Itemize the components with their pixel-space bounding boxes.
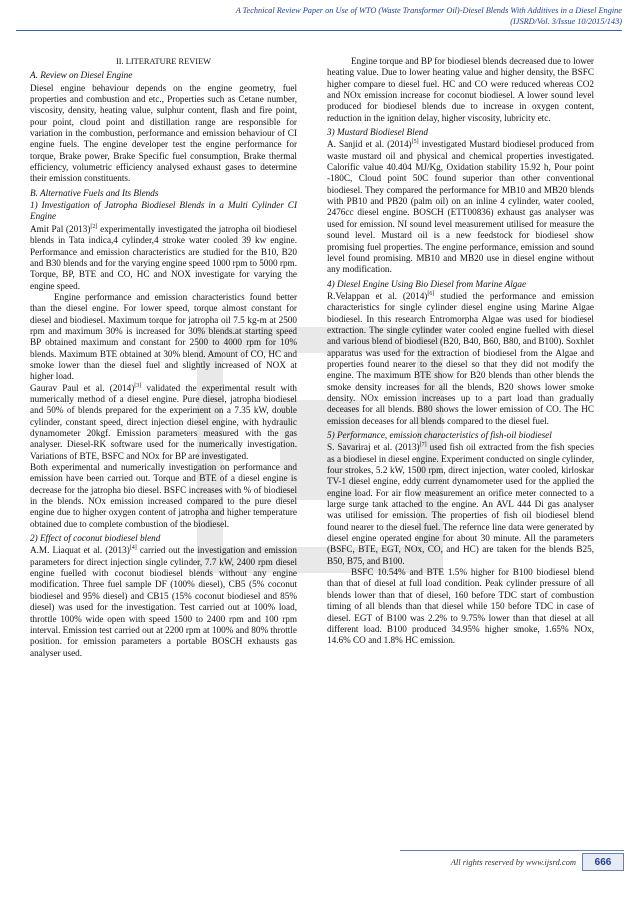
subsection-heading-a: A. Review on Diesel Engine [30,70,133,81]
footer-rights: All rights reserved by www.ijsrd.com [450,857,576,867]
paragraph-velappan [327,291,594,427]
reference-mark: [4] [129,545,137,552]
header-divider [16,30,622,31]
paragraph-text: used fish oil extracted from the fish species as a biodiesel in diesel engine. Experiment conducted on single cylinder, four strokes, 5.2 kW, 1500 rpm, direct injection, water cooled, kirloskar TV-1 diesel engine, eddy current dynamometer used for the applied the engine load. For air flow measurement an orifice meter connected to a large surge tank attached to the engine. An AVL 444 Di gas analyser was utilised for emission. The properties of fish oil biodiesel blend found nearer to the diesel fuel. The refernce line data were generated by diesel engine operated engine for about 30 minute. All the parameters (BSFC, BTE, EGT, NOx, CO, and HC) are taken for the blends B25, B50, B75, and B100. [327,442,595,566]
right-column [327,56,594,647]
reference-mark: [7] [419,442,427,449]
paragraph-gaurav-paul [30,383,297,462]
subsubsection-heading-jatropha: 1) Investigation of Jatropha Biodiesel Blends in a Multi Cylinder CI Engine [30,200,297,222]
paragraph-text: investigated Mustard biodiesel produced from waste mustard oil and physical and chemical properties investigated. Calorific value 40.404 MJ/Kg, Oxidation stability 15.92 h, Pour point -180C, Cloud point 50C found superior than other conventional biodiesel. They compared the performance for MB10 and MB20 blends with PB10 and PB20 (palm oil) on an inline 4 cylinder, water cooled, 2476cc diesel engine. BOSCH (ETT00836) exhaust gas analyser was used for emission. NI sound level measurement utilised for measure the sound level. Mustard oil is a new feedstock for biodiesel show promising fuel properties. The engine performance, emission and sound level found promising. MB10 and MB20 use in diesel engine without any modification. [327,139,595,275]
paragraph-text: studied the performance and emission characteristics for single cylinder diesel engine using Marine Algae biodiesel. In this research Entromorpha Algae was used for biodiesel extraction. The single cylinder water cooled engine fuelled with diesel and various blend of biodiesel (B20, B40, B60, B80, and B100). Soxhlet apparatus was used for the extraction of biodiesel from the Algae and properties found nearer to the diesel so that they did not modify the engine. The maximum BTE show for B20 blends than other blends the smoke density increases for all the blends, B20 shows lower smoke density. NOx emission increases up to a part load than gradually deceases for all blends. B80 shows the lower emission of CO. The HC emission deceases for all blends compared to the diesel fuel. [327,290,594,426]
left-column [30,56,297,659]
section-title: II. LITERATURE REVIEW [115,57,212,66]
paragraph-amit-pal [30,224,297,292]
author-citation: R.Velappan et al. (2014) [327,290,428,301]
running-header [62,5,622,27]
paragraph-diesel-engine: Diesel engine behaviour depends on the engine geometry, fuel properties and combustion and etc., Properties such as Cetane number, viscosity, density, heating value, sulphur content, flash and fire point, pour point, cloud point and distillation range are responsible for variation in the combustion, performance and emission behaviour of CI engine fuels. The engine developer test the engine performance for torque, Brake power, Brake Specific fuel consumption, Brake thermal efficiency, volumetric efficiency analysed exhaust gases to determine their emission constituents. [30,82,297,184]
author-citation: A. Sanjid et al. (2014) [327,139,412,150]
author-citation: S. Savariraj et al. (2013) [327,442,420,453]
footer [451,854,624,870]
paragraph-liaquat [30,545,297,658]
reference-mark: [3] [134,382,142,389]
page-number: 666 [582,853,624,871]
footer-divider [400,850,624,851]
paragraph-fish-oil-results: BSFC 10.54% and BTE 1.5% higher for B100 biodiesel blend than that of diesel at full load condition. Peak cylinder pressure of all blends lower than that of diesel, 160 before TDC start of combustion timing of all blends than that diesel while 150 before TDC in case of diesel. EGT of B100 was 2.2% to 9.75% lower than that diesel at all different load. B100 produced 34.95% higher smoke, 1.65% NOx, 14.6% CO and 1.8% HC emission. [327,567,594,646]
subsubsection-heading-algae: 4) Diesel Engine Using Bio Diesel from Marine Algae [327,278,527,289]
subsubsection-heading-fish-oil: 5) Performance, emission characteristics of fish-oil biodiesel [327,430,552,440]
paragraph-jatropha-results: Engine performance and emission characteristics found better than the diesel engine. For lower speed, torque almost constant for diesel and biodiesel. Maximum torque for jatropha oil 7.5 kg-m at 2500 rpm and maximum 30% is increased for 30% blends.at starting speed BP obtained maximum and constant for 2500 to 4000 rpm for 10% blends. Maximum BTE obtained at 30% blend. Amount of CO, HC and smoke lower than the diesel fuel and slightly increased of NOX at higher load. [30,291,297,382]
reference-mark: [2] [90,223,98,230]
subsubsection-heading-mustard: 3) Mustard Biodiesel Blend [327,127,428,138]
paragraph-coconut-results: Engine torque and BP for biodiesel blends decreased due to lower heating value. Due to lower heating value and higher density, the BSFC higher compare to diesel fuel. HC and CO were reduced whereas CO2 and NOx emission increase for coconut biodiesel. A lower sound level produced for biodiesel blends due to increase in oxygen content, reduction in the ignition delay, higher viscosity, lubricity etc. [327,56,594,123]
author-citation: Amit Pal (2013) [30,223,91,234]
paragraph-text: validated the experimental result with numerically method of a diesel engine. Pure diesel, jatropha biodiesel and 50% of blends prepared for the experiment on a 7.35 kW, double cylinder, constant speed, direct injection diesel engine, with hydraulic dynamometer 20kgf. Emission parameters measured with the gas analyser. Diesel-RK software used for the numerically investigation. Variations of BTE, BSFC and NOx for BP are investigated. [30,382,297,461]
paragraph-text: carried out the investigation and emission parameters for direct injection single cylinder, 7.7 kW, 2400 rpm diesel engine fuelled with coconut biodiesel blends without any engine modification. Three fuel sample DF (100% diesel), CB5 (5% coconut biodiesel and 95% diesel) and CB15 (15% coconut biodiesel and 85% diesel) was used for the investigation. Test carried out at 100% load, throttle 100% wide open with speed 1500 to 2400 rpm and 100 rpm interval. Emission test carried out at 2200 rpm at 100% and 80% throttle position. for emission parameters a portable BOSCH exhausts gas analyser used. [30,545,297,658]
paragraph-savariraj [327,442,594,567]
paragraph-sanjid [327,139,594,275]
subsection-heading-b: B. Alternative Fuels and Its Blends [30,187,159,198]
paragraph-gaurav-results: Both experimental and numerically investigation on performance and emission have been carried out. Torque and BTE of a diesel engine is decrease for the jatropha bio diesel. BSFC increases with % of biodiesel in the blends. NOx emission increased compared to the pure diesel engine due to higher oxygen content of jatropha and higher temperature obtained due to complete combustion of the biodiesel. [30,462,297,529]
author-citation: A.M. Liaquat et al. (2013) [30,545,130,556]
header-volume: (IJSRD/Vol. 3/Issue 10/2015/143) [510,17,622,26]
header-title: A Technical Review Paper on Use of WTO (Waste Transformer Oil)-Diesel Blends With Additives in a Diesel Engine [235,6,622,15]
subsubsection-heading-coconut: 2) Effect of coconut biodiesel blend [30,533,161,544]
author-citation: Gaurav Paul et al. (2014) [30,382,135,393]
reference-mark: [5] [411,139,419,146]
reference-mark: [6] [427,290,435,297]
paragraph-text: experimentally investigated the jatropha oil biodiesel blends in Tata indica,4 cylinder,4 stroke water cooled 39 kw engine. Performance and emission characteristics are studied for the B10, B20 and B30 blends and for the varying engine speed 1000 rpm to 5000 rpm. Torque, BP, BTE and CO, HC and NOX investigate for varying the engine speed. [30,223,297,291]
